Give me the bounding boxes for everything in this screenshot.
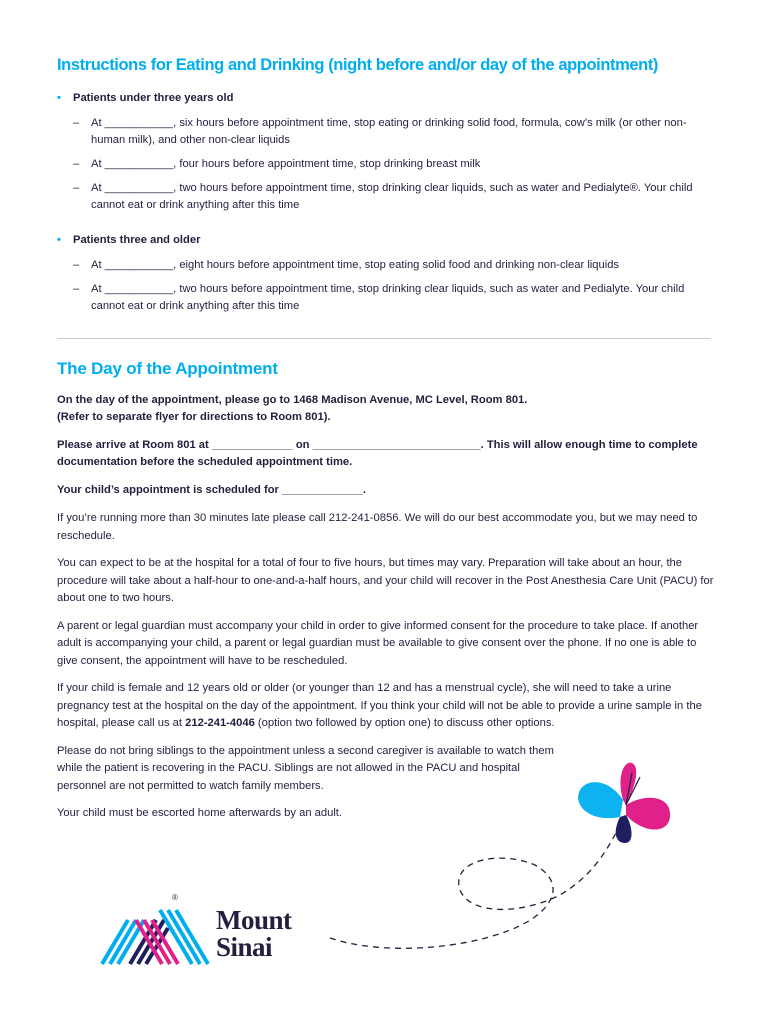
escort-paragraph: Your child must be escorted home afterwards by an adult. (57, 807, 343, 820)
instruction-text: At ___________, two hours before appointment time, stop drinking clear liquids, such as water and Pedialyte. Your child cannot eat or drink anything after this time (91, 283, 685, 312)
dash-icon: – (73, 283, 80, 295)
location-paragraph (57, 392, 717, 427)
group-heading: Patients three and older (73, 234, 201, 246)
arrival-paragraph: Please arrive at Room 801 at _____________ on ___________________________. This will allow enough time to complete documentation before the scheduled appointment time. (57, 439, 698, 469)
late-paragraph: If you’re running more than 30 minutes late please call 212-241-0856. We will do our best accommodate you, but we may need to reschedule. (57, 512, 698, 542)
list-item (57, 281, 717, 315)
mount-sinai-logo-text (216, 907, 292, 961)
flight-path (330, 825, 620, 948)
section-divider (57, 338, 711, 339)
location-line: On the day of the appointment, please go to 1468 Madison Avenue, MC Level, Room 801. (57, 394, 528, 406)
group-under-three (57, 90, 717, 107)
instruction-text: At ___________, four hours before appointment time, stop drinking breast milk (91, 158, 481, 170)
eating-drinking-instructions (57, 90, 717, 315)
group-three-and-older (57, 232, 717, 249)
location-note: (Refer to separate flyer for directions to Room 801). (57, 411, 331, 424)
dash-icon: – (73, 158, 80, 170)
instruction-text: At ___________, two hours before appointment time, stop drinking clear liquids, such as water and Pedialyte®. Your child cannot eat or drink anything after this time (91, 182, 693, 211)
pregnancy-text: If your child is female and 12 years old or older (or younger than 12 and has a menstrual cycle), she will need to take a urine pregnancy test at the hospital on the day of the appointment. If you think your child will not be able to provide a urine sample in the hospital, please call us at (57, 682, 702, 730)
butterfly-illustration (320, 755, 680, 955)
list-item (57, 156, 717, 173)
expectation-paragraph: You can expect to be at the hospital for a total of four to five hours, but times may vary. Preparation will take about an hour, the procedure will take about a half-hour to one-and-a-half hours, and your child will recover in the Post Anesthesia Care Unit (PACU) for about one to two hours. (57, 557, 714, 605)
logo-line-mount: Mount (216, 905, 292, 935)
siblings-paragraph: Please do not bring siblings to the appointment unless a second caregiver is available to watch them while the patient is recovering in the PACU. Siblings are not allowed in the PACU and hospital personnel are not permitted to watch family members. (57, 744, 554, 792)
instruction-text: At ___________, six hours before appointment time, stop eating or drinking solid food, formula, cow’s milk (or other non-human milk), and other non-clear liquids (91, 117, 687, 146)
logo-line-sinai: Sinai (216, 932, 273, 962)
instruction-text: At ___________, eight hours before appointment time, stop eating solid food and drinking non-clear liquids (91, 259, 620, 271)
list-item (57, 115, 717, 149)
consent-paragraph: A parent or legal guardian must accompany your child in order to give informed consent for the procedure to take place. If another adult is accompanying your child, a parent or legal guardian must be available to give consent over the phone. If no one is able to give consent, the appointment will have to be rescheduled. (57, 619, 699, 667)
dash-icon: – (73, 117, 80, 129)
phone-number: 212-241-4046 (185, 717, 255, 730)
eating-drinking-title: Instructions for Eating and Drinking (night before and/or day of the appointment) (57, 56, 659, 74)
list-item (57, 180, 717, 214)
day-of-appointment-title: The Day of the Appointment (57, 359, 278, 378)
pregnancy-paragraph (57, 680, 717, 732)
bullet-dot-icon: • (57, 92, 61, 104)
dash-icon: – (73, 259, 80, 271)
group-heading: Patients under three years old (73, 92, 234, 104)
butterfly-icon (578, 763, 670, 843)
bullet-dot-icon: • (57, 234, 61, 246)
scheduled-paragraph: Your child’s appointment is scheduled for _____________. (57, 484, 367, 497)
dash-icon: – (73, 182, 80, 194)
list-item (57, 257, 717, 274)
pregnancy-text-end: (option two followed by option one) to discuss other options. (254, 717, 555, 730)
registered-mark: ® (172, 893, 178, 902)
